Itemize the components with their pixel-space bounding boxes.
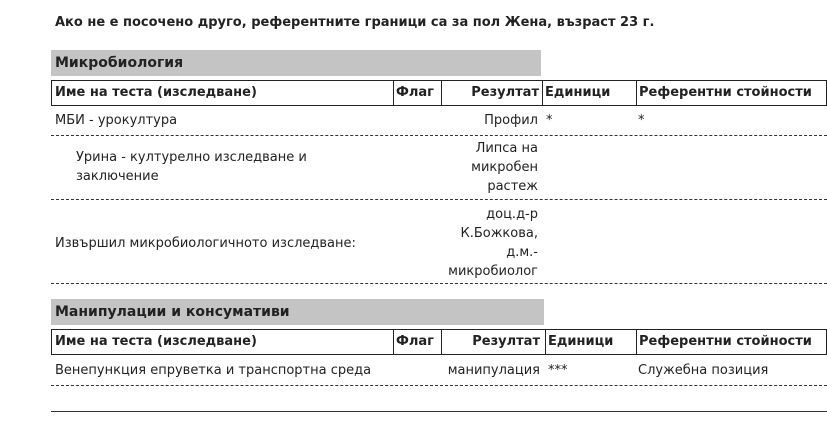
reference-notice: Ако не е посочено друго, референтните граници са за пол Жена, възраст 23 г. [55, 15, 655, 30]
header-test: Име на теста (изследване) [55, 334, 257, 349]
header-result: Резултат [471, 85, 539, 100]
row-result: манипулация [447, 363, 540, 378]
row-test-name: Венепункция епруветка и транспортна среда [55, 363, 372, 378]
row-test-name: Урина - културелно изследване и заключение [76, 150, 307, 184]
header-test: Име на теста (изследване) [55, 85, 257, 100]
row-result: доц.д-р К.Божкова, д.м.- микробиолог [448, 207, 538, 279]
section-title-microbiology: Микробиология [51, 50, 541, 76]
row-result: Липса на микробен растеж [471, 141, 538, 194]
row-test-name: МБИ - урокултура [55, 113, 178, 128]
header-units: Единици [548, 334, 614, 349]
header-flag: Флаг [396, 334, 434, 349]
table-header [51, 80, 827, 106]
header-units: Единици [545, 85, 611, 100]
row-divider [51, 135, 827, 136]
table-bottom-rule [51, 411, 827, 412]
row-result: Профил [484, 113, 538, 128]
row-divider [51, 199, 827, 200]
row-units: *** [548, 363, 568, 378]
row-divider [51, 385, 827, 386]
header-ref: Референтни стойности [639, 334, 812, 349]
section-title-manipulations: Манипулации и консумативи [51, 299, 544, 325]
header-result: Резултат [472, 334, 540, 349]
header-ref: Референтни стойности [639, 85, 812, 100]
row-ref: * [638, 113, 645, 128]
header-flag: Флаг [396, 85, 434, 100]
row-ref: Служебна позиция [638, 363, 769, 378]
table-header [51, 329, 827, 355]
row-test-name: Извършил микробиологичното изследване: [55, 236, 356, 251]
row-divider [51, 283, 827, 284]
row-units: * [546, 113, 553, 128]
